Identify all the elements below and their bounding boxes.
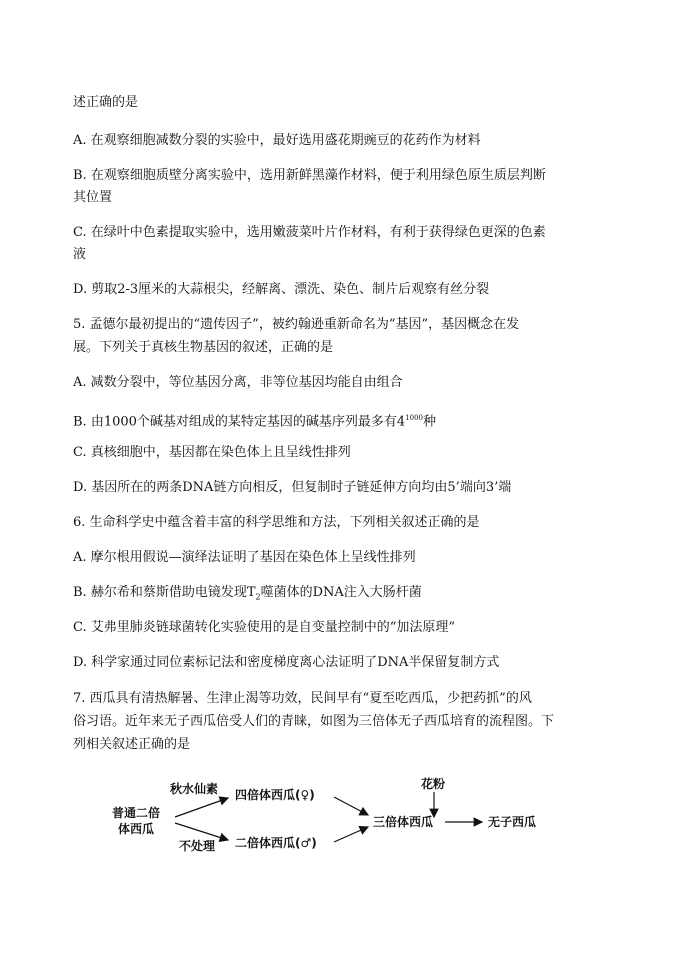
diploid-watermelon-start-line1: 普通二倍 bbox=[112, 806, 161, 820]
q7-stem-line1: 7. 西瓜具有清热解暑、生津止渴等功效，民间早有“夏至吃西瓜，少把药抓”的风 bbox=[73, 691, 532, 706]
q5-option-d: D. 基因所在的两条DNA链方向相反，但复制时子链延伸方向均由5’端向3’端 bbox=[73, 480, 512, 495]
q6-option-a: A. 摩尔根用假说—演绎法证明了基因在染色体上呈线性排列 bbox=[73, 550, 416, 565]
pollen-label: 花粉 bbox=[421, 777, 446, 791]
q5-option-b bbox=[73, 409, 436, 431]
tetraploid-watermelon-label: 四倍体西瓜(♀) bbox=[235, 788, 315, 802]
q6-option-b-text: B. 赫尔希和蔡斯借助电镜发现T bbox=[73, 585, 256, 600]
q4-option-a: A. 在观察细胞减数分裂的实验中，最好选用盛花期豌豆的花药作为材料 bbox=[73, 133, 481, 148]
q6-option-b-suffix: 噬菌体的DNA注入大肠杆菌 bbox=[260, 585, 422, 600]
q6-option-d: D. 科学家通过同位素标记法和密度梯度离心法证明了DNA半保留复制方式 bbox=[73, 655, 500, 670]
q4-option-c-line1: C. 在绿叶中色素提取实验中，选用嫩菠菜叶片作材料，有利于获得绿色更深的色素 bbox=[73, 225, 546, 240]
seedless-watermelon-label: 无子西瓜 bbox=[488, 815, 537, 829]
triploid-watermelon-label: 三倍体西瓜 bbox=[373, 815, 434, 829]
arrow-diploid-to-triploid bbox=[334, 827, 368, 842]
q4-option-c-line2: 液 bbox=[73, 247, 87, 262]
q6-stem: 6. 生命科学史中蕴含着丰富的科学思维和方法，下列相关叙述正确的是 bbox=[73, 515, 480, 530]
q5-stem-line2: 展。下列关于真核生物基因的叙述，正确的是 bbox=[73, 340, 334, 355]
q5-option-b-text: B. 由1000个碱基对组成的某特定基因的碱基序列最多有4 bbox=[73, 414, 406, 430]
q5-option-a: A. 减数分裂中，等位基因分离，非等位基因均能自由组合 bbox=[73, 375, 403, 390]
q5-option-c: C. 真核细胞中，基因都在染色体上且呈线性排列 bbox=[73, 445, 351, 460]
q7-stem-line2: 俗习语。近年来无子西瓜倍受人们的青睐，如图为三倍体无子西瓜培育的流程图。下 bbox=[73, 714, 555, 729]
q4-option-b-line2: 其位置 bbox=[73, 190, 113, 205]
arrow-tetraploid-to-triploid bbox=[334, 797, 368, 815]
q7-stem-line3: 列相关叙述正确的是 bbox=[73, 737, 191, 752]
q4-stem-tail: 述正确的是 bbox=[73, 95, 139, 110]
arrow-to-tetraploid bbox=[175, 798, 228, 817]
arrow-to-diploid bbox=[175, 823, 228, 840]
q4-option-b-line1: B. 在观察细胞质壁分离实验中，选用新鲜黑藻作材料，便于利用绿色原生质层判断 bbox=[73, 168, 546, 183]
q4-option-d: D. 剪取2-3厘米的大蒜根尖，经解离、漂洗、染色、制片后观察有丝分裂 bbox=[73, 282, 490, 297]
q6-option-b bbox=[73, 584, 422, 607]
q6-option-b-subscript: 2 bbox=[255, 592, 261, 602]
q5-stem-line1: 5. 孟德尔最初提出的“遗传因子”，被约翰逊重新命名为“基因”，基因概念在发 bbox=[73, 317, 520, 332]
no-treatment-label: 不处理 bbox=[179, 839, 216, 853]
seedless-watermelon-flowchart bbox=[105, 773, 555, 863]
diploid-watermelon-start-line2: 体西瓜 bbox=[118, 822, 155, 836]
colchicine-label: 秋水仙素 bbox=[170, 782, 219, 796]
q6-option-c: C. 艾弗里肺炎链球菌转化实验使用的是自变量控制中的“加法原理” bbox=[73, 620, 456, 635]
diploid-watermelon-label: 二倍体西瓜(♂) bbox=[235, 836, 317, 850]
q5-option-b-suffix: 种 bbox=[423, 414, 437, 430]
q5-option-b-exponent: 1000 bbox=[405, 414, 424, 422]
